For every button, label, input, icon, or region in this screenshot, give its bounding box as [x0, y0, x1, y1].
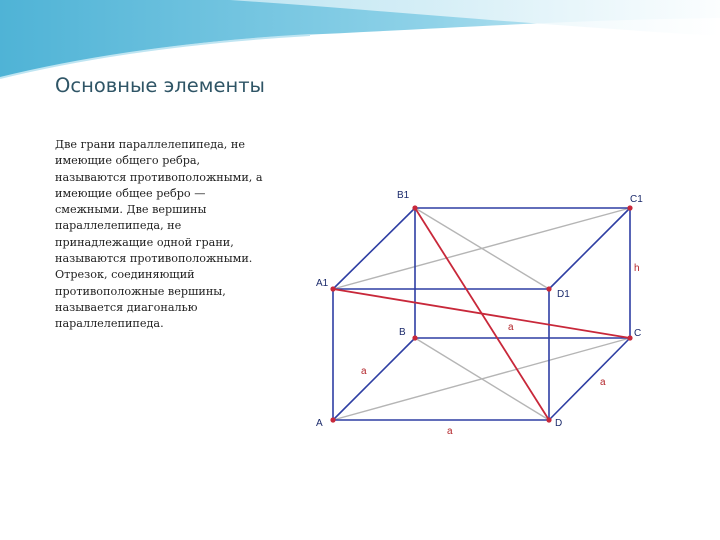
label-a-diagonal: a [508, 322, 514, 333]
space-diagonals [333, 208, 630, 420]
edge-ab [333, 338, 415, 420]
diagonal-b1d [415, 208, 549, 420]
label-a1: A1 [316, 278, 329, 289]
label-a: A [316, 418, 323, 429]
label-b: B [399, 327, 406, 338]
label-a-right: a [600, 377, 606, 388]
vertex-b [412, 335, 417, 340]
label-h: h [634, 263, 640, 274]
label-c1: C1 [630, 194, 643, 205]
edge-dc [549, 338, 630, 420]
label-a-bottom: a [447, 426, 453, 437]
vertex-a [330, 417, 335, 422]
face-diagonal-bd [415, 338, 549, 420]
edge-d1c1 [549, 208, 630, 289]
vertex-b1 [412, 205, 417, 210]
vertex-d1 [546, 286, 551, 291]
label-d1: D1 [557, 289, 570, 300]
vertex-d [546, 417, 551, 422]
slide-body-text: Две грани параллелепипеда, не имеющие общего ребра, называются противоположными, а имеющие общее ребро — смежными. Две вершины параллелепипеда, не принадлежащие одной грани, называются противоположными. Отрезок, соединяющий противоположные вершины, называется диагональю параллелепипеда. [55, 138, 263, 331]
label-d: D [555, 418, 563, 429]
label-c: C [634, 328, 642, 339]
label-a-left: a [361, 366, 367, 377]
vertex-c1 [627, 205, 632, 210]
slide-title: Основные элементы [55, 74, 265, 97]
edge-a1b1 [333, 208, 415, 289]
face-diagonal-b1d1 [415, 208, 549, 289]
vertex-a1 [330, 286, 335, 291]
label-b1: B1 [397, 190, 410, 201]
vertex-c [627, 335, 632, 340]
